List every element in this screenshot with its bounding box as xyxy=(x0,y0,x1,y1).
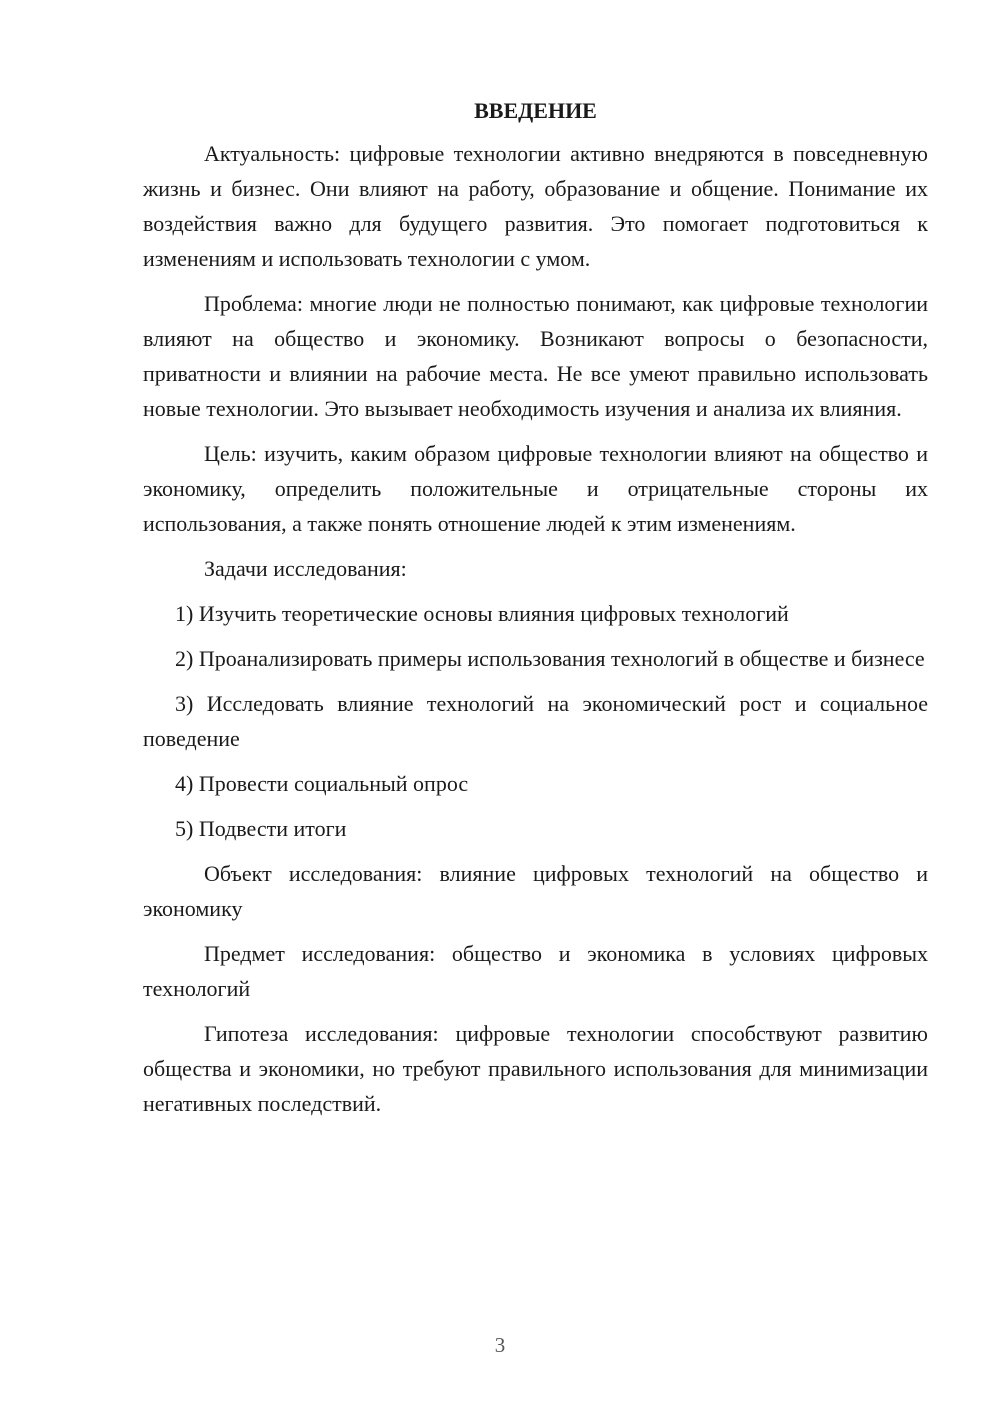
task-item-5: 5) Подвести итоги xyxy=(175,816,347,841)
paragraph-goal: Цель: изучить, каким образом цифровые технологии влияют на общество и экономику, определить положительные и отрицательные стороны их использования, а также понять отношение людей к этим изменениям. xyxy=(143,441,928,536)
page-title: ВВЕДЕНИЕ xyxy=(474,98,597,123)
paragraph-relevance: Актуальность: цифровые технологии активно внедряются в повседневную жизнь и бизнес. Они влияют на работу, образование и общение. Понимание их воздействия важно для будущего развития. Это помогает подготовиться к изменениям и использовать технологии с умом. xyxy=(143,141,928,271)
task-item-4: 4) Провести социальный опрос xyxy=(175,771,469,796)
paragraph-problem: Проблема: многие люди не полностью понимают, как цифровые технологии влияют на общество и экономику. Возникают вопросы о безопасности, приватности и влиянии на рабочие места. Не все умеют правильно использовать новые технологии. Это вызывает необходимость изучения и анализа их влияния. xyxy=(143,291,928,421)
paragraph-hypothesis: Гипотеза исследования: цифровые технологии способствуют развитию общества и экономики, но требуют правильного использования для минимизации негативных последствий. xyxy=(143,1021,928,1116)
paragraph-subject: Предмет исследования: общество и экономика в условиях цифровых технологий xyxy=(143,941,928,1001)
task-item-3: 3) Исследовать влияние технологий на экономический рост и социальное поведение xyxy=(143,691,928,751)
document-body xyxy=(143,96,928,1131)
task-item-1: 1) Изучить теоретические основы влияния цифровых технологий xyxy=(175,601,789,626)
tasks-list xyxy=(143,596,928,846)
task-item-2: 2) Проанализировать примеры использования технологий в обществе и бизнесе xyxy=(175,646,925,671)
page-number: 3 xyxy=(494,1333,506,1357)
paragraph-object: Объект исследования: влияние цифровых технологий на общество и экономику xyxy=(143,861,928,921)
tasks-heading: Задачи исследования: xyxy=(204,556,407,581)
